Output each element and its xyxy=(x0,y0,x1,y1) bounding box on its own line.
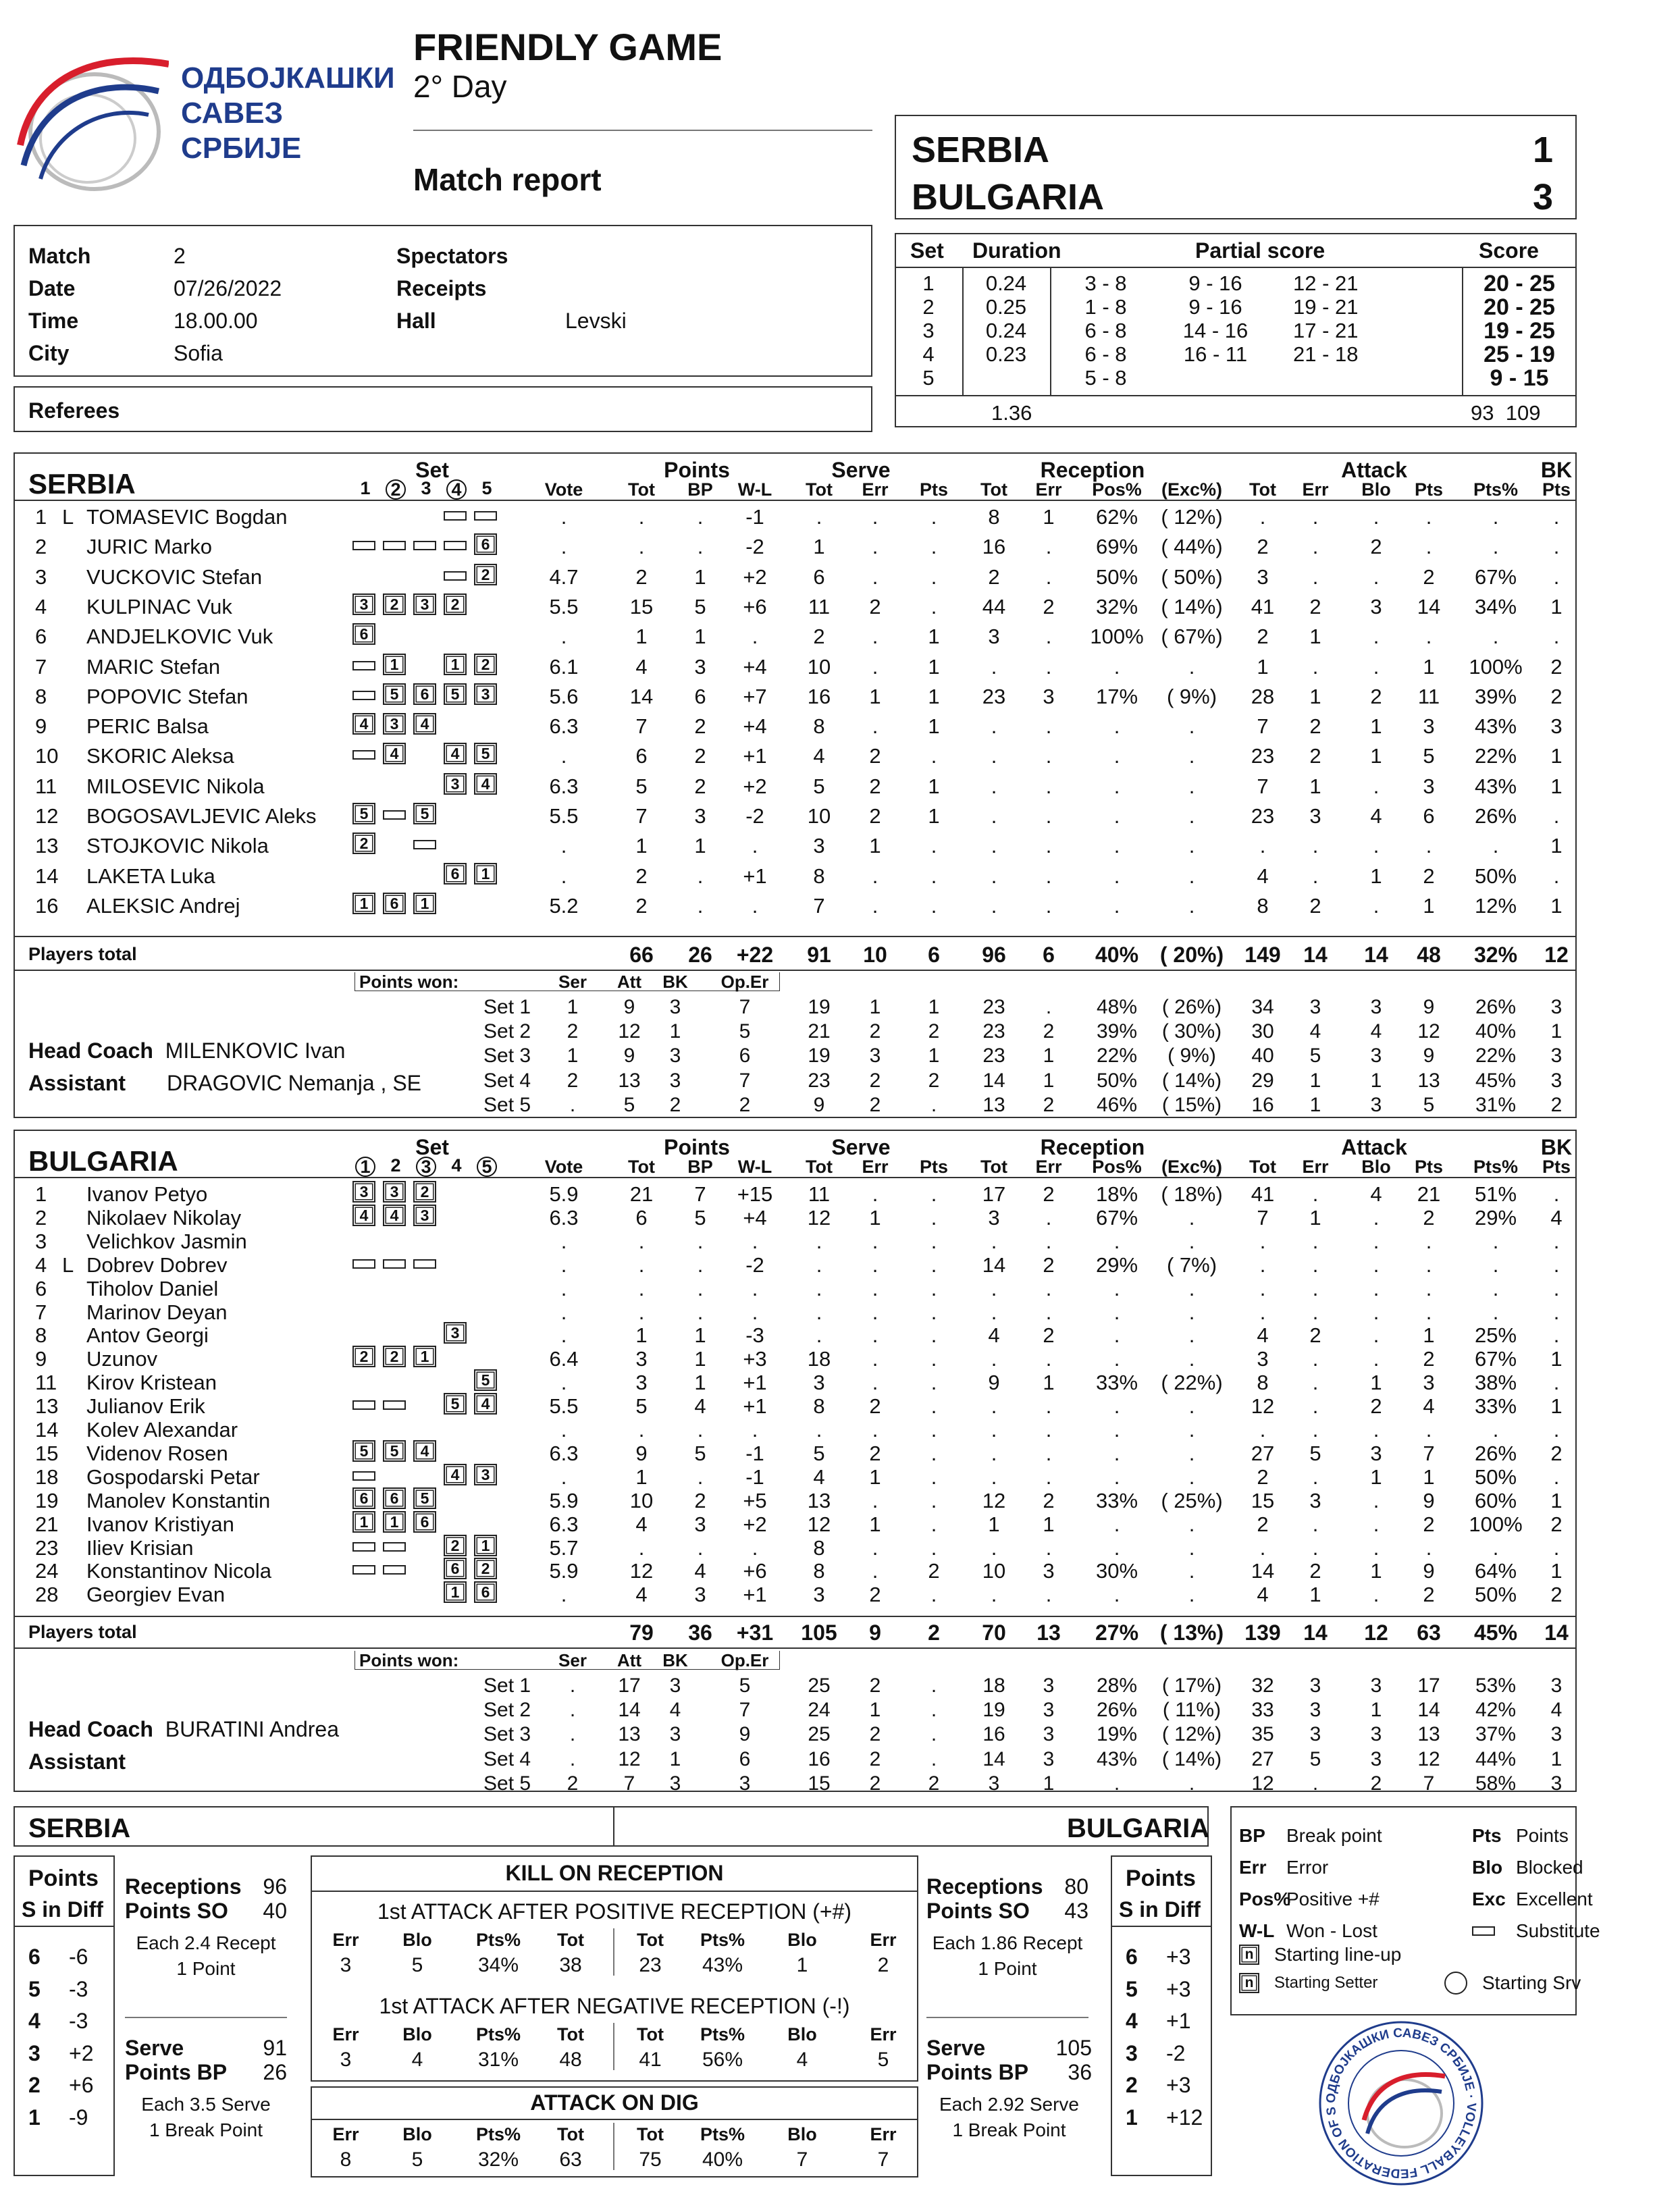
player-name: ALEKSIC Andrej xyxy=(86,893,240,918)
substitute-marker xyxy=(383,541,406,550)
legend-row: BP Break point Pts Points xyxy=(1239,1825,1569,1846)
federation-logo xyxy=(14,37,169,192)
starting-position: 2 xyxy=(352,1346,375,1367)
player-name: Ivanov Kristiyan xyxy=(86,1512,234,1536)
starting-position: 6 xyxy=(474,533,497,555)
summary-team1: SERBIA xyxy=(28,1814,131,1843)
referees-box xyxy=(14,386,872,432)
starting-position: 2 xyxy=(383,1346,406,1367)
player-name: POPOVIC Stefan xyxy=(86,684,248,708)
player-name: Marinov Deyan xyxy=(86,1300,228,1324)
starting-position: 3 xyxy=(444,1322,467,1344)
set-diff-row: 4 +1 xyxy=(1126,2009,1191,2033)
referees-label: Referees xyxy=(28,398,120,423)
substitute-marker xyxy=(383,1259,406,1269)
starting-position: 2 xyxy=(474,564,497,585)
serbia-serve-summary: Serve 91 Points BP 26 Each 3.5 Serve 1 Break Point xyxy=(125,2036,287,2140)
starting-position: 3 xyxy=(383,1181,406,1203)
substitute-marker xyxy=(383,1565,406,1575)
starting-position: 3 xyxy=(474,683,497,705)
serbia-diff-list xyxy=(28,1941,93,2134)
substitute-marker xyxy=(383,810,406,820)
match-report-page: ОДБОЈКАШКИ САВЕЗ СРБИЈЕ FRIENDLY GAME 2° Day Match report SERBIA 1 BULGARIA 3 Match 2 Spectators Date 07/26/2022 Receipts Time 18.00.00 Hall Levski City Sofia Referees Set Duration Partial score Score 1 0.24 3 - 8 9 - 16 12 - 21 20 - 25 2 0.25 1 - 8 9 - 16 19 - 21 20 - 25 3 0.24 6 - 8 14 - 16 17 - 21 19 - 25 4 0.23 6 - 8 16 - 11 21 - 18 25 - 19 5 5 - 8 9 - 15 1.36 93 109 Set Points Serve Reception Attack BK SERBIA 1 2 3 4 5 Vote Tot BP W-L Tot Err Pts Tot Err Pos% (Exc%) Tot Err Blo Pts Pts% Pts 1 L TOMASEVIC Bogdan . . . -1 . . . 8 1 62% ( 12%) . . . . . . 2 JURIC Marko 6 . . . -2 1 . . 16 . 69% ( 44%) 2 . 2 . . . 3 VUCKOVIC Stefan 2 4.7 2 1 +2 6 . . 2 . 50% ( 50%) 3 . . 2 67% . 4 KULPINAC Vuk 3 2 3 2 5.5 15 5 +6 11 2 . 44 2 32% ( 14%) 41 2 3 14 34% 1 6 ANDJELKOVIC Vuk 6 . 1 1 . 2 . 1 3 . 100% ( 67%) 2 1 . . . . 7 MARIC Stefan 1 1 2 6.1 4 3 +4 10 . 1 . . . . 1 . . 1 100% 2 8 POPOVIC Stefan 5 6 5 3 5.6 14 6 +7 16 1 1 23 3 17% ( 9%) 28 1 2 11 39% 2 9 PERIC Balsa 4 3 4 6.3 7 2 +4 8 . 1 . . . . 7 2 1 3 43% 3 10 SKORIC Aleksa 4 4 5 . 6 2 +1 4 2 . . . . . 23 2 1 5 22% 1 11 MILOSEVIC Nikola 3 4 6.3 5 2 +2 5 2 1 . . . . 7 1 . 3 43% 1 12 BOGOSAVLJEVIC Aleks 5 5 5.5 7 3 -2 10 2 1 . . . . 23 3 4 6 26% . 13 STOJKOVIC Nikola 2 . 1 1 . 3 1 . . . . . . . . . . 1 14 LAKETA Luka 6 1 . 2 . +1 8 . . . . . . 4 . 1 2 50% . 16 ALEKSIC Andrej 1 6 1 5.2 2 . . 7 . . . . . . 8 2 . 1 12% 1 Players total 66 26 +22 91 10 6 96 6 40% ( 20%) 149 14 14 48 32% 12 Points won: Ser Att BK Op.Er Set 1 1 9 3 7 19 1 1 23 . 48% ( 26%) 34 3 3 9 26% 3 Set 2 2 12 1 5 21 2 2 23 2 39% ( 30%) 30 4 4 12 40% 1 Set 3 1 9 3 6 19 3 1 23 1 22% ( 9%) 40 5 3 9 22% 3 Set 4 2 13 3 7 23 2 2 14 1 50% ( 14%) 29 1 1 13 45% 3 Set 5 . 5 2 2 9 2 . 13 2 46% ( 15%) 16 1 3 5 31% 2 Head Coach MILENKOVIC Ivan Assistant DRAGOVIC Nemanja , SE Set Points Serve Reception Attack BK BULGARIA 1 2 3 4 5 Vote Tot BP W-L Tot Err Pts Tot Err Pos% (Exc%) Tot Err Blo Pts Pts% Pts 1 Ivanov Petyo 3 3 2 5.9 21 7 +15 11 . . 17 2 18% ( 18%) 41 . 4 21 51% . 2 Nikolaev Nikolay 4 4 3 6.3 6 5 +4 12 1 . 3 . 67% . 7 1 . 2 29% 4 3 Velichkov Jasmin . . . . . . . . . . . . . . . . . 4 L Dobrev Dobrev . . . -2 . . . 14 2 29% ( 7%) . . . . . . 6 Tiholov Daniel . . . . . . . . . . . . . . . . . 7 Marinov Deyan . . . . . . . . . . . . . . . . . 8 Antov Georgi 3 . 1 1 -3 . . . 4 2 . . 4 2 . 1 25% . 9 Uzunov 2 2 1 6.4 3 1 +3 18 . . . . . . 3 . . 2 67% 1 11 Kirov Kristean 5 . 3 1 +1 3 . . 9 1 33% ( 22%) 8 . 1 3 38% . 13 Julianov Erik 5 4 5.5 5 4 +1 8 2 . . . . . 12 . 2 4 33% 1 14 Kolev Alexandar . . . . . . . . . . . . . . . . . 15 Videnov Rosen 5 5 4 6.3 9 5 -1 5 2 . . . . . 27 5 3 7 26% 2 18 Gospodarski Petar 4 3 . 1 . -1 4 1 . . . . . 2 . 1 1 50% . 19 Manolev Konstantin 6 6 5 5.9 10 2 +5 13 . . 12 2 33% ( 25%) 15 3 . 9 60% 1 21 Ivanov Kristiyan 1 1 6 6.3 4 3 +2 12 1 . 1 1 . . 2 . . 2 100% 2 23 Iliev Krisian 2 1 5.7 . . . 8 . . . . . . . . . . . . 24 Konstantinov Nicola 6 2 5.9 12 4 +6 8 . 2 10 3 30% . 14 2 1 9 64% 1 28 Georgiev Evan 1 6 . 4 3 +1 3 2 . . . . . 4 1 . 2 50% 2 Players total 79 36 +31 105 9 2 70 13 27% ( 13%) 139 14 12 63 45% 14 Points won: Ser Att BK Op.Er Set 1 . 17 3 5 25 2 . 18 3 28% ( 17%) 32 3 3 17 53% 3 Set 2 . 14 4 7 24 1 . 19 3 26% ( 11%) 33 3 1 14 42% 4 Set 3 . 13 3 9 25 2 . 16 3 19% ( 12%) 35 3 3 13 37% 3 Set 4 . 12 1 6 16 2 . 14 3 43% ( 14%) 27 5 3 12 44% 1 Set 5 2 7 3 3 15 2 2 3 1 . . 12 . 2 7 58% 3 Head Coach BURATINI Andrea Assistant SERBIA BULGARIA Points S in Diff 6 -6 5 -3 4 -3 3 +2 2 +6 1 -9 Receptions 96 Points SO 40 Each 2.4 Recept 1 Point Serve 91 Points BP 26 Each 3.5 Serve 1 Break Point KILL ON RECEPTION 1st ATTACK AFTER POSITIVE RECEPTION (+#) 1st ATTACK AFTER NEGATIVE RECEPTION (-!) Err Blo Pts% Tot Tot Pts% Blo Err 3 5 34% 38 23 43% 1 2 Err Blo Pts% Tot Tot Pts% Blo Err 3 4 31% 48 41 56% 4 5 Err Blo Pts% Tot Tot Pts% Blo Err 8 5 32% 63 75 40% 7 7 ATTACK ON DIG Receptions 80 Points SO 43 Each 1.86 Recept 1 Point Serve 105 Points BP 36 Each 2.92 Serve 1 Break Point Points S in Diff 6 +3 5 +3 4 +1 3 -2 2 +3 1 +12 BP Break point Pts Points Err Error Blo Blocked Pos% Positive +# Exc Excellent W-L Won - Lost Substitute n Starting line-up n Starting Setter Starting Srv ОДБОЈКАШКИ САВЕЗ СРБИЈЕ · VOLLEYBALL FEDERATION OF S xyxy=(0,0,1680,2191)
starting-position: 3 xyxy=(413,593,436,615)
player-name: Antov Georgi xyxy=(86,1323,209,1348)
set-row: 1 0.24 3 - 8 9 - 16 12 - 21 20 - 25 xyxy=(922,270,1555,296)
starting-position: 3 xyxy=(352,1181,375,1203)
starting-position: 6 xyxy=(413,683,436,705)
starting-position: 2 xyxy=(413,1181,436,1203)
substitute-marker xyxy=(352,1542,375,1552)
starting-position: 1 xyxy=(444,1581,467,1603)
substitute-marker xyxy=(352,750,375,760)
starting-position: 5 xyxy=(444,1393,467,1415)
player-name: Kirov Kristean xyxy=(86,1371,217,1395)
set-diff-row: 4 -3 xyxy=(28,2009,88,2033)
substitute-marker xyxy=(413,541,436,550)
starting-position: 6 xyxy=(383,893,406,914)
player-name: SKORIC Aleksa xyxy=(86,744,234,768)
starting-position: 4 xyxy=(413,1440,436,1462)
bulgaria-diff-list xyxy=(1126,1941,1203,2134)
starting-position: 4 xyxy=(413,713,436,735)
player-name: Ivanov Petyo xyxy=(86,1182,208,1206)
bulgaria-serve-summary: Serve 105 Points BP 36 Each 2.92 Serve 1 Break Point xyxy=(926,2036,1092,2140)
team-name: SERBIA xyxy=(28,468,136,500)
player-name: Nikolaev Nikolay xyxy=(86,1205,242,1230)
starting-position: 5 xyxy=(352,1440,375,1462)
player-name: STOJKOVIC Nikola xyxy=(86,834,269,858)
starting-position: 1 xyxy=(413,1346,436,1367)
starting-position: 4 xyxy=(444,743,467,764)
starting-position: 1 xyxy=(474,1535,497,1556)
player-name: MILOSEVIC Nikola xyxy=(86,774,265,798)
serbia-reception-summary: Receptions 96 Points SO 40 Each 2.4 Recept 1 Point xyxy=(125,1874,287,1979)
set-diff-row: 5 -3 xyxy=(28,1976,88,2001)
starting-position: 5 xyxy=(383,1440,406,1462)
starting-position: 4 xyxy=(474,1393,497,1415)
bulgaria-reception-summary: Receptions 80 Points SO 43 Each 1.86 Recept 1 Point xyxy=(926,1874,1088,1979)
starting-position: 5 xyxy=(352,803,375,824)
starting-position: 6 xyxy=(383,1487,406,1509)
starting-position: 1 xyxy=(383,1511,406,1533)
legend xyxy=(1239,1820,1600,1947)
player-name: PERIC Balsa xyxy=(86,714,209,739)
starting-position: 5 xyxy=(474,743,497,764)
substitute-marker xyxy=(383,1400,406,1410)
assistant-coach: Assistant DRAGOVIC Nemanja , SE xyxy=(28,1071,421,1095)
player-name: Julianov Erik xyxy=(86,1394,205,1419)
player-name: MARIC Stefan xyxy=(86,654,221,679)
starting-position: 2 xyxy=(352,833,375,854)
set-diff-row: 3 +2 xyxy=(28,2040,94,2065)
head-coach: Head Coach BURATINI Andrea xyxy=(28,1717,339,1741)
starting-position: 1 xyxy=(352,1511,375,1533)
set-diff-row: 5 +3 xyxy=(1126,1976,1191,2001)
summary-team2: BULGARIA xyxy=(1067,1814,1210,1843)
player-name: KULPINAC Vuk xyxy=(86,594,232,618)
player-name: Manolev Konstantin xyxy=(86,1488,271,1512)
starting-position: 4 xyxy=(474,773,497,795)
set-diff-row: 2 +3 xyxy=(1126,2073,1191,2097)
federation-name: ОДБОЈКАШКИ САВЕЗ СРБИЈЕ xyxy=(181,61,395,165)
starting-position: 6 xyxy=(474,1581,497,1603)
substitute-marker xyxy=(352,661,375,670)
match-info: Match 2 Spectators Date 07/26/2022 Receipts Time 18.00.00 Hall Levski City Sofia xyxy=(28,244,627,365)
starting-position: 3 xyxy=(383,713,406,735)
starting-position: 6 xyxy=(444,1558,467,1579)
player-name: Videnov Rosen xyxy=(86,1441,228,1465)
player-name: ANDJELKOVIC Vuk xyxy=(86,625,273,649)
page-subtitle: 2° Day xyxy=(413,69,507,104)
starting-position: 6 xyxy=(352,1487,375,1509)
player-name: BOGOSAVLJEVIC Aleks xyxy=(86,804,317,828)
player-name: Konstantinov Nicola xyxy=(86,1559,271,1583)
set-row: 3 0.24 6 - 8 14 - 16 17 - 21 19 - 25 xyxy=(922,317,1555,344)
federation-seal xyxy=(1317,2019,1486,2188)
assistant-coach: Assistant xyxy=(28,1749,126,1774)
player-name: Gospodarski Petar xyxy=(86,1464,260,1489)
substitute-marker xyxy=(352,541,375,550)
set-diff-row: 1 -9 xyxy=(28,2105,88,2130)
starting-position: 1 xyxy=(444,654,467,675)
substitute-marker xyxy=(413,840,436,849)
starting-position: 2 xyxy=(383,593,406,615)
starting-position: 5 xyxy=(413,803,436,824)
legend-row: Err Error Blo Blocked xyxy=(1239,1857,1583,1878)
starting-position: 6 xyxy=(444,863,467,885)
substitute-marker xyxy=(352,1471,375,1481)
starting-position: 1 xyxy=(383,654,406,675)
starting-position: 6 xyxy=(413,1511,436,1533)
set-diff-row: 3 -2 xyxy=(1126,2040,1186,2065)
set-row: 5 5 - 8 9 - 15 xyxy=(922,365,1549,391)
report-title: Match report xyxy=(413,162,602,197)
substitute-marker xyxy=(383,1542,406,1552)
set-diff-row: 2 +6 xyxy=(28,2073,94,2097)
head-coach: Head Coach MILENKOVIC Ivan xyxy=(28,1038,346,1063)
starting-position: 3 xyxy=(413,1205,436,1226)
player-name: LAKETA Luka xyxy=(86,864,215,888)
starting-position: 3 xyxy=(474,1464,497,1485)
substitute-marker xyxy=(352,1400,375,1410)
starting-position: 2 xyxy=(444,1535,467,1556)
substitute-icon xyxy=(1472,1926,1495,1936)
starting-position: 4 xyxy=(383,1205,406,1226)
set-diff-row: 6 -6 xyxy=(28,1945,88,1969)
starting-position: 6 xyxy=(352,623,375,645)
player-name: VUCKOVIC Stefan xyxy=(86,564,263,589)
starting-position: 1 xyxy=(413,893,436,914)
player-name: Kolev Alexandar xyxy=(86,1418,238,1442)
player-name: Dobrev Dobrev xyxy=(86,1252,228,1277)
starting-position: 4 xyxy=(444,1464,467,1485)
legend-row: Pos% Positive +# Exc Excellent xyxy=(1239,1889,1593,1909)
legend-starters: n Starting line-up n Starting Setter Starting Srv xyxy=(1239,1945,1581,1995)
team2-name: BULGARIA xyxy=(912,177,1104,217)
starting-position: 5 xyxy=(383,683,406,705)
player-name: Georgiev Evan xyxy=(86,1583,226,1607)
player-name: Iliev Krisian xyxy=(86,1535,194,1560)
player-name: Velichkov Jasmin xyxy=(86,1229,247,1253)
substitute-marker xyxy=(352,1259,375,1269)
starting-position: 4 xyxy=(383,743,406,764)
set-diff-row: 1 +12 xyxy=(1126,2105,1203,2130)
team1-name: SERBIA xyxy=(912,130,1050,170)
player-name: TOMASEVIC Bogdan xyxy=(86,505,288,529)
player-name: Tiholov Daniel xyxy=(86,1276,219,1300)
substitute-marker xyxy=(474,511,497,521)
starting-position: 2 xyxy=(444,593,467,615)
starting-position: 1 xyxy=(474,863,497,885)
sets-table xyxy=(895,271,1577,390)
player-name: JURIC Marko xyxy=(86,535,213,559)
set-row: 4 0.23 6 - 8 16 - 11 21 - 18 25 - 19 xyxy=(922,341,1555,367)
starting-position: 3 xyxy=(352,593,375,615)
starting-position: 3 xyxy=(444,773,467,795)
team1-score: 1 xyxy=(1533,130,1554,170)
substitute-marker xyxy=(352,691,375,700)
starting-position: 5 xyxy=(474,1369,497,1391)
substitute-marker xyxy=(444,541,467,550)
starting-position: 2 xyxy=(474,654,497,675)
set-diff-row: 6 +3 xyxy=(1126,1945,1191,1969)
starting-position: 5 xyxy=(444,683,467,705)
page-title: FRIENDLY GAME xyxy=(413,26,723,68)
team-name: BULGARIA xyxy=(28,1145,178,1177)
starting-position: 5 xyxy=(413,1487,436,1509)
starting-position: 1 xyxy=(352,893,375,914)
substitute-marker xyxy=(352,1565,375,1575)
substitute-marker xyxy=(413,1259,436,1269)
svg-text:ОДБОЈКАШКИ САВЕЗ СРБИЈЕ · VOLL: ОДБОЈКАШКИ САВЕЗ СРБИЈЕ · VOLLEYBALL FEDERATION OF S xyxy=(1323,2026,1479,2181)
starting-position: 2 xyxy=(474,1558,497,1579)
set-row: 2 0.25 1 - 8 9 - 16 19 - 21 20 - 25 xyxy=(922,294,1555,320)
starting-position: 4 xyxy=(352,713,375,735)
player-name: Uzunov xyxy=(86,1347,158,1371)
team2-score: 3 xyxy=(1533,177,1554,217)
starting-position: 4 xyxy=(352,1205,375,1226)
substitute-marker xyxy=(444,511,467,521)
summary-header-box xyxy=(14,1806,1209,1847)
legend-row: W-L Won - Lost Substitute xyxy=(1239,1920,1600,1941)
substitute-marker xyxy=(444,571,467,581)
